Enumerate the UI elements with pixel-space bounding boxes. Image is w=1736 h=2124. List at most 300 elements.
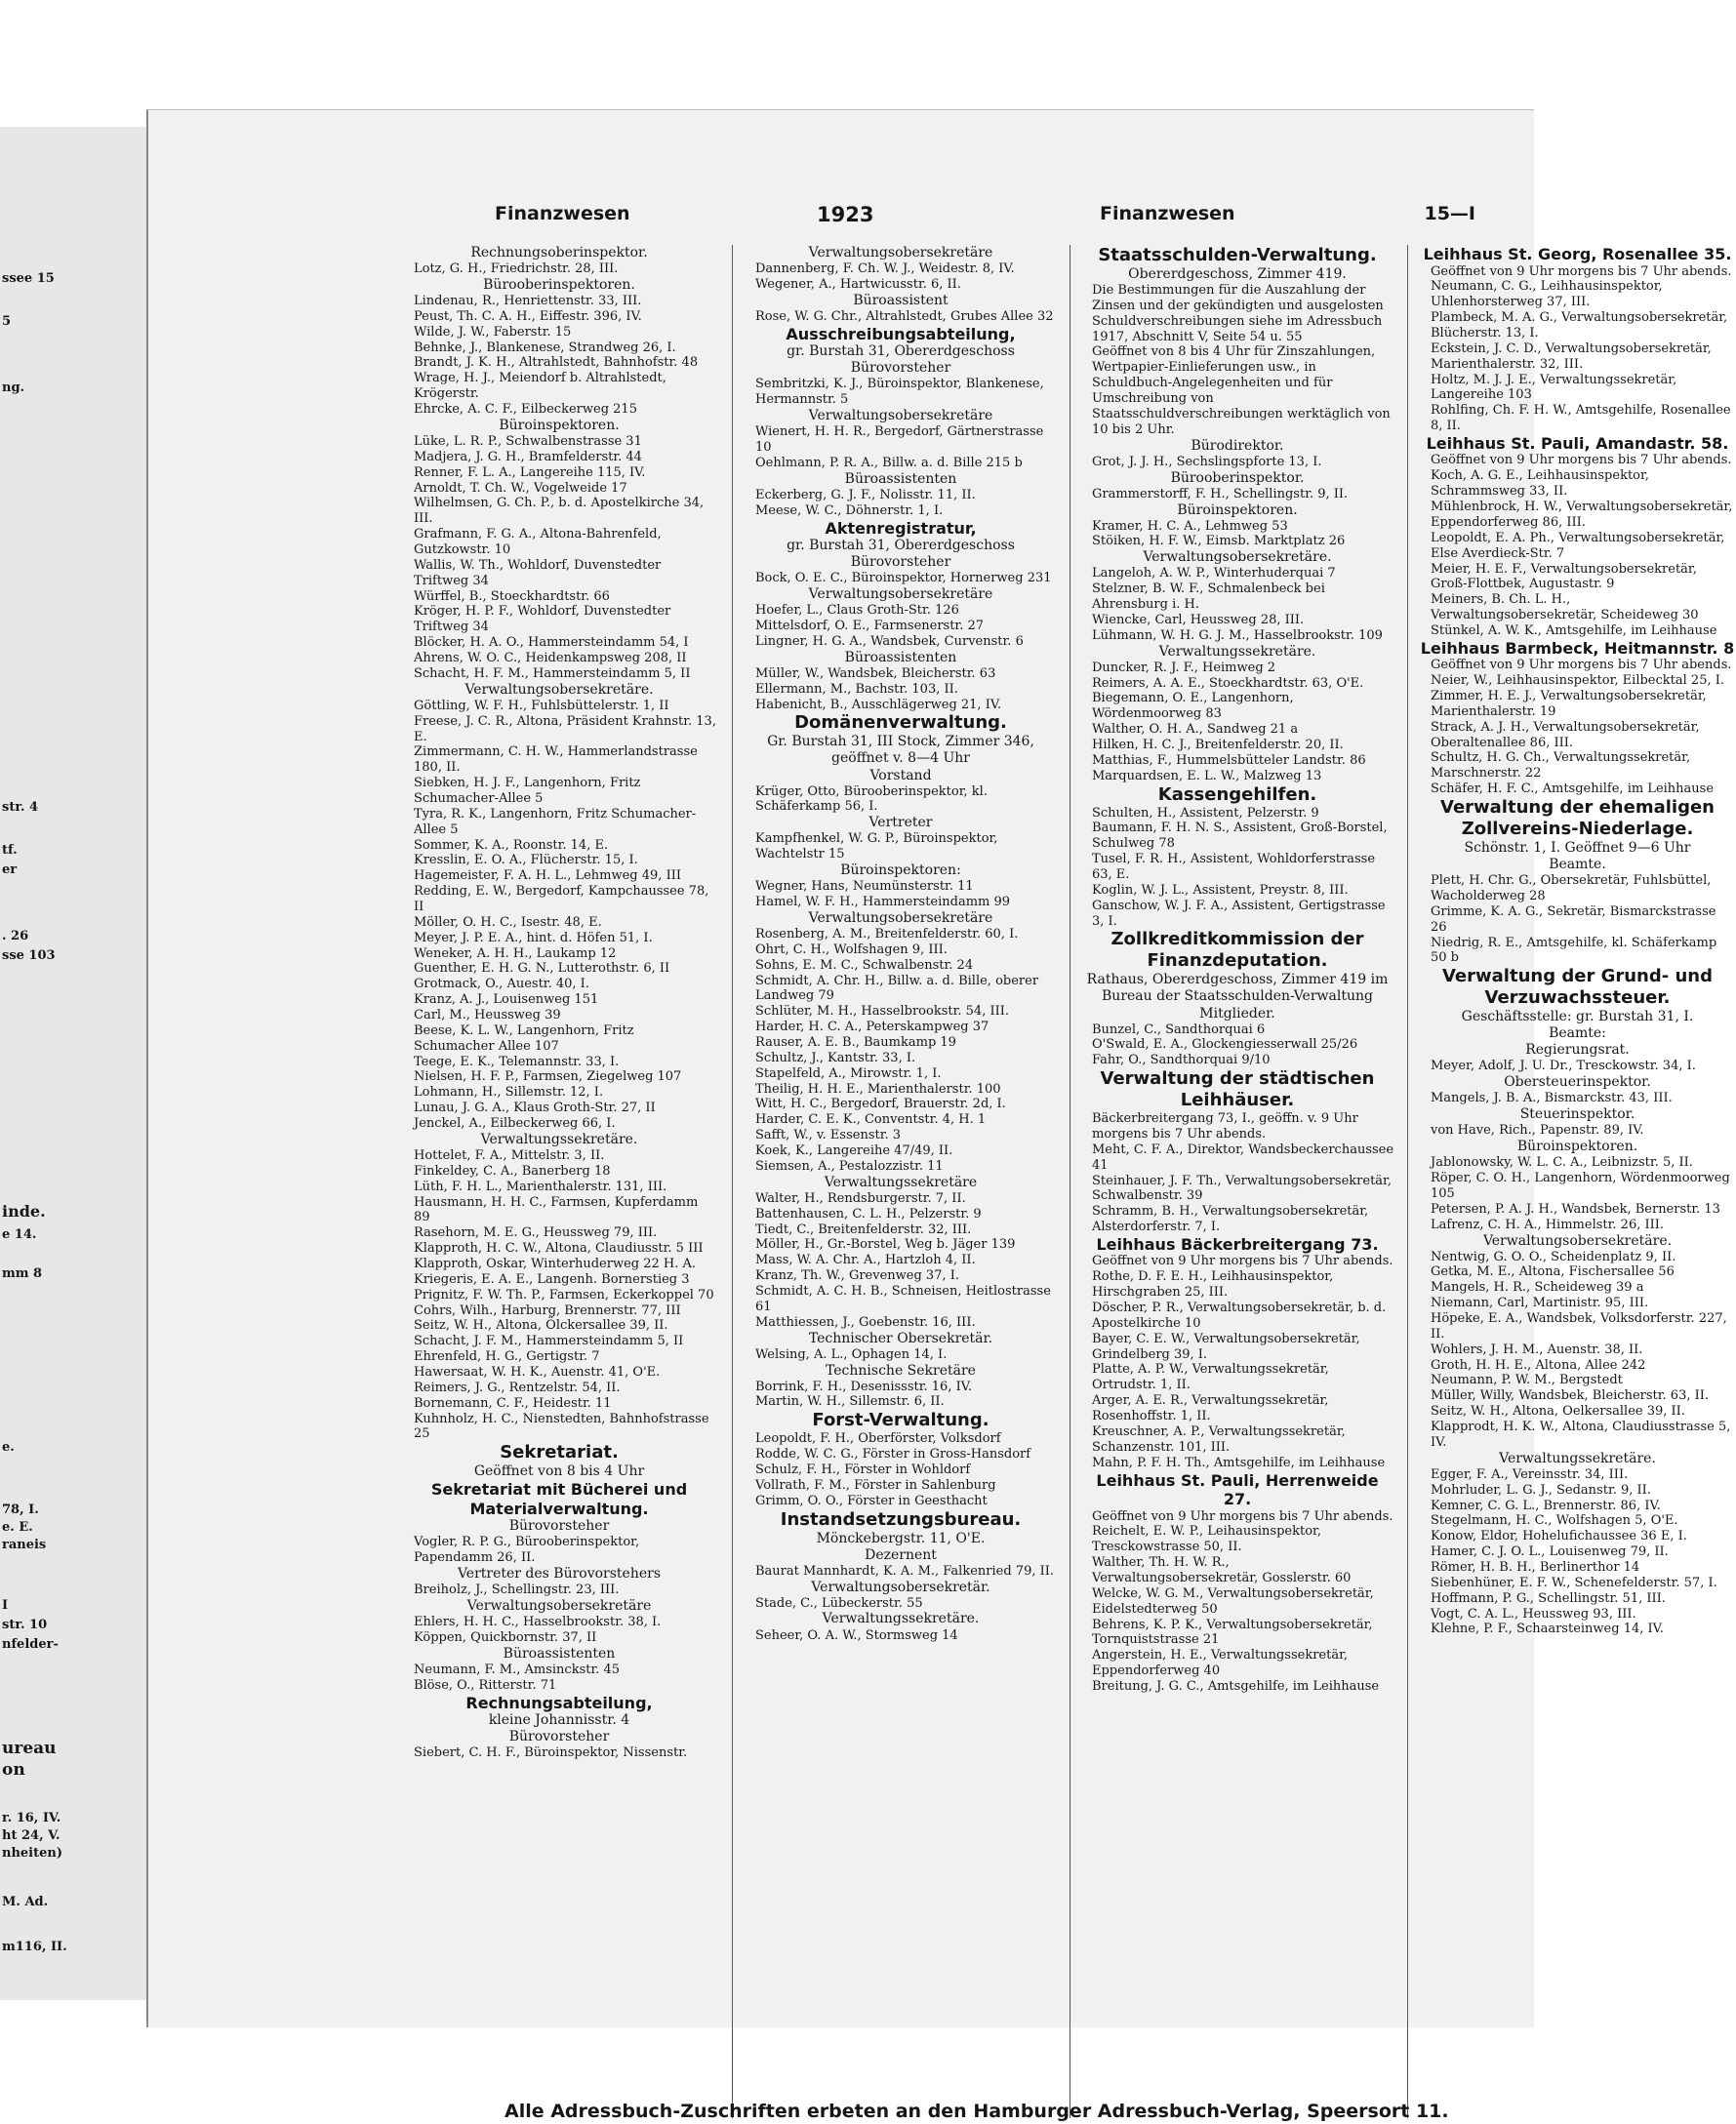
directory-entry: Peust, Th. C. A. H., Eiffestr. 396, IV. [414, 308, 642, 324]
section-heading: Aktenregistratur, [825, 518, 977, 538]
directory-entry: Welsing, A. L., Ophagen 14, I. [755, 1346, 948, 1362]
directory-entry: Witt, H. C., Bergedorf, Brauerstr. 2d, I. [755, 1097, 1006, 1112]
directory-entry: Mühlenbrock, H. W., Verwaltungsobersekretär, Eppendorferweg 86, III. [1431, 500, 1733, 530]
directory-entry: Müller, W., Wandsbek, Bleicherstr. 63 [755, 665, 996, 681]
section-heading: Obererdgeschoss, Zimmer 419. [1128, 265, 1347, 282]
directory-entry: Grimm, O. O., Förster in Geesthacht [755, 1493, 988, 1508]
directory-entry: Koek, K., Langereihe 47/49, II. [755, 1143, 953, 1159]
strip-text: ht 24, V. [2, 1828, 61, 1843]
directory-entry: Tiedt, C., Breitenfelderstr. 32, III. [755, 1222, 972, 1237]
directory-entry: Behnke, J., Blankenese, Strandweg 26, I. [414, 340, 676, 355]
directory-entry: Biegemann, O. E., Langenhorn, Wördenmoorweg 83 [1092, 691, 1294, 722]
directory-entry: Grammerstorff, F. H., Schellingstr. 9, II. [1092, 486, 1349, 501]
section-heading: Beamte: [1549, 1025, 1606, 1042]
directory-entry: Vogt, C. A. L., Heussweg 93, III. [1431, 1606, 1636, 1622]
section-heading: Leihhaus Bäckerbreitergang 73. [1096, 1234, 1379, 1254]
directory-entry: Geöffnet von 9 Uhr morgens bis 7 Uhr abends. [1092, 1254, 1393, 1269]
directory-entry: Schultz, J., Kantstr. 33, I. [755, 1050, 916, 1065]
strip-text: r. 16, IV. [2, 1811, 61, 1825]
section-heading: Technischer Obersekretär. [808, 1330, 993, 1346]
directory-entry: Jenckel, A., Eilbeckerweg 66, I. [414, 1116, 616, 1131]
section-heading: Verwaltungsobersekretäre [808, 245, 993, 260]
directory-entry: Schulz, F. H., Förster in Wohldorf [755, 1462, 971, 1477]
directory-entry: Marquardsen, E. L. W., Malzweg 13 [1092, 768, 1322, 783]
directory-entry: Geöffnet von 8 bis 4 Uhr für Zinszahlungen, Wertpapier-Einlieferungen usw., in Schuldbuch-Angelegenheiten und für Umschreibung von Staatsschuldverschreibungen werktäglich von 10 bis 2 Uhr. [1092, 344, 1391, 437]
directory-entry: Mangels, J. B. A., Bismarckstr. 43, III. [1431, 1091, 1673, 1106]
directory-entry: Eckstein, J. C. D., Verwaltungsobersekretär, Marienthalerstr. 32, III. [1431, 341, 1712, 372]
directory-entry: Klapprodt, H. K. W., Altona, Claudiusstrasse 5, IV. [1431, 1420, 1731, 1450]
directory-entry: Wegener, A., Hartwicusstr. 6, II. [755, 276, 961, 292]
directory-entry: Rohlfing, Ch. F. H. W., Amtsgehilfe, Rosenallee 8, II. [1431, 403, 1731, 434]
directory-entry: Ahrens, W. O. C., Heidenkampsweg 208, II [414, 651, 687, 665]
directory-entry: Meyer, Adolf, J. U. Dr., Tresckowstr. 34, I. [1431, 1059, 1696, 1074]
directory-entry: Wilhelmsen, G. Ch. P., b. d. Apostelkirche 34, III. [414, 496, 705, 527]
directory-entry: Grot, J. J. H., Sechslingspforte 13, I. [1092, 454, 1322, 469]
section-heading: Vertreter [868, 815, 933, 831]
directory-entry: Matthias, F., Hummelsbütteler Landstr. 86 [1092, 752, 1366, 768]
section-heading: Rechnungsoberinspektor. [470, 245, 648, 260]
directory-entry: Hottelet, F. A., Mittelstr. 3, II. [414, 1147, 605, 1163]
section-heading: Regierungsrat. [1525, 1042, 1630, 1059]
directory-entry: Grimme, K. A. G., Sekretär, Bismarckstrasse 26 [1431, 903, 1716, 935]
section-heading: Verwaltungsobersekretäre [808, 909, 993, 926]
directory-entry: Niemann, Carl, Martinistr. 95, III. [1431, 1296, 1649, 1311]
directory-entry: Stegelmann, H. C., Wolfshagen 5, O'E. [1431, 1513, 1678, 1529]
directory-entry: Stöiken, H. F. W., Eimsb. Marktplatz 26 [1092, 534, 1346, 549]
directory-entry: Vollrath, F. M., Förster in Sahlenburg [755, 1477, 996, 1493]
strip-text: str. 10 [2, 1618, 48, 1632]
directory-entry: Schmidt, A. C. H. B., Schneisen, Heitlostrasse 61 [755, 1283, 1051, 1314]
section-heading: Leihhaus St. Georg, Rosenallee 35. [1423, 245, 1732, 263]
section-heading: Schönstr. 1, I. Geöffnet 9—6 Uhr [1464, 839, 1691, 856]
directory-entry: Getka, M. E., Altona, Fischersallee 56 [1431, 1264, 1675, 1280]
directory-entry: Geöffnet von 9 Uhr morgens bis 7 Uhr abends. [1092, 1508, 1393, 1524]
directory-entry: Koglin, W. J. L., Assistent, Preystr. 8, III. [1092, 882, 1349, 898]
section-heading: Verwaltungsobersekretäre [466, 1598, 652, 1615]
header-year: 1923 [817, 203, 874, 226]
directory-entry: Harder, H. C. A., Peterskampweg 37 [755, 1020, 989, 1035]
directory-entry: Lafrenz, C. H. A., Himmelstr. 26, III. [1431, 1217, 1665, 1232]
directory-entry: Hilken, H. C. J., Breitenfelderstr. 20, II. [1092, 738, 1344, 753]
strip-text: on [2, 1760, 25, 1780]
directory-entry: Die Bestimmungen für die Auszahlung der Zinsen und der gekündigten und ausgelosten Schuldverschreibungen siehe im Adressbuch 1917, Abschnitt V, Seite 54 u. 55 [1092, 283, 1384, 344]
column-1 [402, 245, 716, 1761]
section-heading: Leihhaus St. Pauli, Herrenweide 27. [1096, 1470, 1379, 1509]
directory-entry: Duncker, R. J. F., Heimweg 2 [1092, 660, 1276, 675]
directory-entry: Ehrenfeld, H. G., Gertigstr. 7 [414, 1349, 600, 1365]
directory-entry: Beese, K. L. W., Langenhorn, Fritz Schumacher Allee 107 [414, 1022, 634, 1054]
section-heading: Büroinspektoren. [1177, 501, 1298, 518]
directory-entry: von Have, Rich., Papenstr. 89, IV. [1431, 1123, 1644, 1139]
directory-entry: Arnoldt, T. Ch. W., Vogelweide 17 [414, 480, 627, 496]
directory-entry: Kreuschner, A. P., Verwaltungssekretär, Schanzenstr. 101, III. [1092, 1423, 1346, 1455]
directory-entry: O'Swald, E. A., Glockengiesserwall 25/26 [1092, 1037, 1358, 1053]
directory-entry: Seheer, O. A. W., Stormsweg 14 [755, 1627, 958, 1643]
strip-text: nfelder- [2, 1637, 59, 1652]
strip-text: I [2, 1598, 9, 1613]
section-heading: Verwaltungsobersekretäre. [1143, 549, 1332, 566]
directory-entry: Walther, Th. H. W. R., Verwaltungsobersekretär, Gosslerstr. 60 [1092, 1555, 1352, 1585]
directory-entry: Steinhauer, J. F. Th., Verwaltungsobersekretär, Schwalbenstr. 39 [1092, 1173, 1392, 1204]
directory-entry: Bunzel, C., Sandthorquai 6 [1092, 1022, 1266, 1037]
directory-entry: Neumann, C. G., Leihhausinspektor, Uhlenhorsterweg 37, III. [1431, 279, 1663, 310]
directory-entry: Hamer, C. J. O. L., Louisenweg 79, II. [1431, 1544, 1669, 1560]
directory-entry: Hamel, W. F. H., Hammersteindamm 99 [755, 895, 1011, 910]
directory-entry: Krüger, Otto, Bürooberinspektor, kl. Schäferkamp 56, I. [755, 783, 988, 815]
directory-entry: Rothe, D. F. E. H., Leihhausinspektor, Hirschgraben 25, III. [1092, 1269, 1334, 1301]
directory-entry: Ellermann, M., Bachstr. 103, II. [755, 681, 958, 697]
strip-text: inde. [2, 1202, 46, 1221]
section-heading: Verwaltung der Grund- und Verzuwachssteuer. [1441, 966, 1713, 1009]
directory-entry: Eckerberg, G. J. F., Nolisstr. 11, II. [755, 487, 976, 502]
directory-entry: Weneker, A. H. H., Laukamp 12 [414, 945, 617, 961]
document-page [146, 109, 1735, 2122]
column-divider [1407, 245, 1408, 2118]
section-heading: gr. Burstah 31, Obererdgeschoss [787, 538, 1015, 554]
section-heading: Geöffnet von 8 bis 4 Uhr [473, 1463, 645, 1480]
directory-entry: Safft, W., v. Essenstr. 3 [755, 1128, 902, 1143]
directory-entry: Wohlers, J. H. M., Auenstr. 38, II. [1431, 1342, 1643, 1357]
directory-entry: Wienert, H. H. R., Bergedorf, Gärtnerstrasse 10 [755, 424, 1044, 456]
section-heading: Geschäftsstelle: gr. Burstah 31, I. [1461, 1009, 1694, 1025]
header-center: Finanzwesen [1100, 203, 1235, 224]
directory-entry: Welcke, W. G. M., Verwaltungsobersekretär, Eidelstedterweg 50 [1092, 1585, 1374, 1617]
strip-text: 5 [2, 314, 12, 329]
directory-entry: Sembritzki, K. J., Büroinspektor, Blankenese, Hermannstr. 5 [755, 377, 1044, 408]
directory-entry: Würffel, B., Stoeckhardtstr. 66 [414, 588, 610, 604]
directory-entry: Finkeldey, C. A., Banerberg 18 [414, 1163, 611, 1179]
directory-entry: Möller, H., Gr.-Borstel, Weg b. Jäger 139 [755, 1237, 1016, 1253]
directory-entry: Platte, A. P. W., Verwaltungssekretär, Ortrudstr. 1, II. [1092, 1362, 1329, 1393]
directory-entry: Mass, W. A. Chr. A., Hartzloh 4, II. [755, 1253, 976, 1268]
directory-entry: Kramer, H. C. A., Lehmweg 53 [1092, 518, 1288, 534]
directory-entry: Röper, C. O. H., Langenhorn, Wördenmoorweg 105 [1431, 1171, 1730, 1201]
directory-entry: Wrage, H. J., Meiendorf b. Altrahlstedt, Krögerstr. [414, 371, 666, 402]
directory-entry: Reimers, A. A. E., Stoeckhardtstr. 63, O'E. [1092, 675, 1364, 691]
directory-entry: Ehlers, H. H. C., Hasselbrookstr. 38, I. [414, 1615, 662, 1630]
section-heading: Verwaltung der ehemaligen Zollvereins-Niederlage. [1440, 797, 1715, 839]
directory-entry: Köppen, Quickbornstr. 37, II [414, 1630, 597, 1645]
directory-entry: Stade, C., Lübeckerstr. 55 [755, 1595, 923, 1611]
strip-text: ng. [2, 381, 25, 395]
directory-entry: Kemner, C. G. L., Brennerstr. 86, IV. [1431, 1498, 1661, 1513]
section-heading: Verwaltung der städtischen Leihhäuser. [1100, 1068, 1375, 1111]
directory-entry: Schacht, H. F. M., Hammersteindamm 5, II [414, 665, 691, 681]
directory-entry: Stelzner, B. W. F., Schmalenbeck bei Ahrensburg i. H. [1092, 581, 1325, 613]
directory-entry: Jablonowsky, W. L. C. A., Leibnizstr. 5, II. [1431, 1155, 1693, 1171]
directory-entry: Oehlmann, P. R. A., Billw. a. d. Bille 215 b [755, 455, 1023, 470]
directory-entry: Meht, C. F. A., Direktor, Wandsbeckerchaussee 41 [1092, 1142, 1394, 1173]
strip-text: er [2, 862, 18, 877]
directory-entry: Hawersaat, W. H. K., Auenstr. 41, O'E. [414, 1364, 661, 1380]
strip-text: sse 103 [2, 948, 56, 963]
directory-entry: Freese, J. C. R., Altona, Präsident Krahnstr. 13, E. [414, 713, 716, 744]
directory-entry: Mahn, P. F. H. Th., Amtsgehilfe, im Leihhause [1092, 1455, 1386, 1470]
directory-entry: Rose, W. G. Chr., Altrahlstedt, Grubes Allee 32 [755, 308, 1054, 324]
section-heading: Sekretariat. [500, 1442, 619, 1463]
strip-text: mm 8 [2, 1266, 43, 1281]
directory-entry: Rosenberg, A. M., Breitenfelderstr. 60, I. [755, 927, 1019, 942]
directory-entry: Müller, Willy, Wandsbek, Bleicherstr. 63, II. [1431, 1388, 1710, 1404]
header-left: Finanzwesen [495, 203, 630, 224]
section-heading: Verwaltungssekretäre. [1158, 643, 1316, 660]
section-heading: Mönckebergstr. 11, O'E. [816, 1530, 986, 1546]
directory-entry: Arger, A. E. R., Verwaltungssekretär, Rosenhoffstr. 1, II. [1092, 1393, 1329, 1424]
strip-text: m116, II. [2, 1940, 67, 1954]
column-4 [1419, 245, 1736, 1637]
directory-entry: Bornemann, C. F., Heidestr. 11 [414, 1395, 612, 1411]
directory-entry: Vogler, R. P. G., Bürooberinspektor, Papendamm 26, II. [414, 1535, 640, 1566]
section-heading: Vertreter des Bürovorstehers [457, 1566, 662, 1583]
strip-text: e. [2, 1440, 15, 1455]
directory-entry: Siemsen, A., Pestalozzistr. 11 [755, 1158, 944, 1174]
directory-entry: Breiholz, J., Schellingstr. 23, III. [414, 1583, 620, 1598]
section-heading: Rechnungsabteilung, [465, 1693, 653, 1712]
directory-entry: Geöffnet von 9 Uhr morgens bis 7 Uhr abends. [1431, 453, 1732, 468]
directory-entry: Battenhausen, C. L. H., Pelzerstr. 9 [755, 1206, 982, 1222]
section-heading: Verwaltungsobersekretäre [808, 586, 993, 603]
section-heading: Leihhaus St. Pauli, Amandastr. 58. [1426, 433, 1729, 453]
directory-entry: Meyer, J. P. E. A., hint. d. Höfen 51, I. [414, 930, 653, 945]
directory-entry: Walter, H., Rendsburgerstr. 7, II. [755, 1190, 966, 1206]
section-heading: kleine Johannisstr. 4 [488, 1712, 630, 1729]
page-number: 15—I [1424, 203, 1475, 224]
directory-entry: Schäfer, H. F. C., Amtsgehilfe, im Leihhause [1431, 781, 1715, 797]
previous-page-strip [0, 127, 146, 2000]
directory-entry: Blöcker, H. A. O., Hammersteindamm 54, I [414, 635, 689, 651]
directory-entry: Brandt, J. K. H., Altrahlstedt, Bahnhofstr. 48 [414, 355, 699, 371]
directory-entry: Möller, O. H. C., Isestr. 48, E. [414, 914, 602, 930]
directory-entry: Prignitz, F. W. Th. P., Farmsen, Eckerkoppel 70 [414, 1287, 714, 1302]
directory-entry: Lunau, J. G. A., Klaus Groth-Str. 27, II [414, 1101, 656, 1116]
directory-entry: Geöffnet von 9 Uhr morgens bis 7 Uhr abends. [1431, 658, 1732, 673]
section-heading: Bürooberinspektoren. [483, 276, 635, 293]
section-heading: Bürovorsteher [508, 1729, 610, 1745]
section-heading: Gr. Burstah 31, III Stock, Zimmer 346, geöffnet v. 8—4 Uhr [767, 734, 1034, 767]
directory-entry: Neier, W., Leihhausinspektor, Eilbecktal 25, I. [1431, 673, 1724, 689]
section-heading: Bürooberinspektor. [1170, 469, 1305, 486]
directory-entry: Neumann, F. M., Amsinckstr. 45 [414, 1662, 621, 1677]
section-heading: Bürovorsteher [508, 1518, 610, 1535]
directory-entry: Lindenau, R., Henriettenstr. 33, III. [414, 294, 642, 309]
directory-entry: Lingner, H. G. A., Wandsbek, Curvenstr. 6 [755, 633, 1024, 649]
directory-entry: Wallis, W. Th., Wohldorf, Duvenstedter Triftweg 34 [414, 557, 662, 588]
section-heading: Rathaus, Obererdgeschoss, Zimmer 419 im Bureau der Staatsschulden-Verwaltung [1086, 972, 1389, 1005]
section-heading: Büroinspektoren. [499, 417, 620, 433]
directory-entry: Reichelt, E. W. P., Leihausinspektor, Tresckowstrasse 50, II. [1092, 1524, 1321, 1555]
column-divider [732, 245, 733, 2118]
directory-entry: Grafmann, F. G. A., Altona-Bahrenfeld, Gutzkowstr. 10 [414, 527, 662, 557]
strip-text: e. E. [2, 1520, 33, 1535]
section-heading: Verwaltungsobersekretär. [811, 1579, 990, 1595]
directory-entry: Zimmermann, C. H. W., Hammerlandstrasse 180, II. [414, 744, 698, 776]
directory-entry: Lotz, G. H., Friedrichstr. 28, III. [414, 261, 619, 277]
section-heading: Büroassistent [853, 292, 949, 308]
directory-entry: Behrens, K. P. K., Verwaltungsobersekretär, Tornquiststrasse 21 [1092, 1617, 1373, 1648]
directory-entry: Meiners, B. Ch. L. H., Verwaltungsobersekretär, Scheideweg 30 [1431, 592, 1699, 623]
directory-entry: Guenther, E. H. G. N., Lutterothstr. 6, II [414, 961, 670, 977]
directory-entry: Breitung, J. G. C., Amtsgehilfe, im Leihhause [1092, 1678, 1380, 1694]
directory-entry: Stapelfeld, A., Mirowstr. 1, I. [755, 1065, 942, 1081]
directory-entry: Stünkel, A. W. K., Amtsgehilfe, im Leihhause [1431, 622, 1717, 638]
directory-entry: Teege, E. K., Telemannstr. 33, I. [414, 1054, 620, 1069]
directory-entry: Lüke, L. R. P., Schwalbenstrasse 31 [414, 433, 642, 449]
directory-entry: Niedrig, R. E., Amtsgehilfe, kl. Schäferkamp 50 b [1431, 935, 1717, 966]
directory-entry: Rauser, A. E. B., Baumkamp 19 [755, 1035, 956, 1051]
directory-entry: Nentwig, G. O. O., Scheidenplatz 9, II. [1431, 1249, 1676, 1264]
directory-entry: Egger, F. A., Vereinsstr. 34, III. [1431, 1466, 1629, 1482]
directory-entry: Redding, E. W., Bergedorf, Kampchaussee 78, II [414, 884, 709, 914]
directory-entry: Renner, F. L. A., Langereihe 115, IV. [414, 464, 646, 480]
directory-entry: Wilde, J. W., Faberstr. 15 [414, 324, 572, 340]
directory-entry: Klehne, P. F., Schaarsteinweg 14, IV. [1431, 1622, 1664, 1637]
strip-text: . 26 [2, 929, 29, 943]
directory-entry: Groth, H. H. E., Altona, Allee 242 [1431, 1357, 1646, 1373]
strip-text: ssee 15 [2, 271, 55, 286]
directory-entry: Plambeck, M. A. G., Verwaltungsobersekretär, Blücherstr. 13, I. [1431, 310, 1728, 341]
directory-entry: Meier, H. E. F., Verwaltungsobersekretär, Groß-Flottbek, Augustastr. 9 [1431, 561, 1697, 592]
directory-entry: Harder, C. E. K., Conventstr. 4, H. 1 [755, 1112, 987, 1128]
directory-entry: Ohrt, C. H., Wolfshagen 9, III. [755, 942, 948, 957]
directory-entry: Klapproth, Oskar, Winterhuderweg 22 H. A. [414, 1256, 697, 1271]
directory-entry: Bock, O. E. C., Büroinspektor, Hornerweg 231 [755, 571, 1052, 586]
section-heading: Verwaltungssekretäre. [1499, 1450, 1656, 1466]
publisher-footer: Alle Adressbuch-Zuschriften erbeten an den Hamburger Adressbuch-Verlag, Speersort 11. [505, 2101, 1449, 2122]
directory-entry: Mohrluder, L. G. J., Sedanstr. 9, II. [1431, 1482, 1651, 1498]
directory-entry: Kröger, H. P. F., Wohldorf, Duvenstedter Triftweg 34 [414, 604, 671, 635]
strip-text: nheiten) [2, 1846, 62, 1861]
strip-text: ureau [2, 1739, 57, 1758]
directory-entry: Blöse, O., Ritterstr. 71 [414, 1677, 557, 1693]
directory-entry: Kuhnholz, H. C., Nienstedten, Bahnhofstrasse 25 [414, 1411, 709, 1442]
section-heading: Verwaltungsobersekretäre. [1482, 1232, 1673, 1249]
directory-entry: Schramm, B. H., Verwaltungsobersekretär, Alsterdorferstr. 7, I. [1092, 1204, 1369, 1235]
directory-entry: Matthiessen, J., Goebenstr. 16, III. [755, 1314, 976, 1330]
directory-entry: Döscher, P. R., Verwaltungsobersekretär, b. d. Apostelkirche 10 [1092, 1301, 1387, 1331]
section-heading: Büroassistenten [844, 649, 957, 665]
directory-entry: Wiencke, Carl, Heussweg 28, III. [1092, 612, 1305, 627]
directory-entry: Kresslin, E. O. A., Flücherstr. 15, I. [414, 853, 638, 868]
column-2 [744, 245, 1058, 1643]
directory-entry: Kampfhenkel, W. G. P., Büroinspektor, Wachtelstr 15 [755, 831, 998, 862]
directory-entry: Konow, Eldor, Hohelufichaussee 36 E, I. [1431, 1529, 1687, 1544]
directory-entry: Höpeke, E. A., Wandsbek, Volksdorferstr. 227, II. [1431, 1311, 1727, 1342]
directory-entry: Tusel, F. R. H., Assistent, Wohldorferstrasse 63, E. [1092, 852, 1376, 883]
section-heading: Ausschreibungsabteilung, [786, 324, 1016, 343]
directory-entry: Ganschow, W. J. F. A., Assistent, Gertigstrasse 3, I. [1092, 898, 1386, 929]
directory-entry: Leopoldt, E. A. Ph., Verwaltungsobersekretär, Else Averdieck-Str. 7 [1431, 530, 1725, 561]
strip-text: tf. [2, 843, 18, 858]
directory-entry: Schlüter, M. H., Hasselbrookstr. 54, III. [755, 1004, 1010, 1020]
section-heading: Leihhaus Barmbeck, Heitmannstr. 8 [1420, 638, 1735, 658]
directory-entry: Kranz, A. J., Louisenweg 151 [414, 992, 599, 1008]
strip-text: str. 4 [2, 800, 39, 815]
section-heading: Verwaltungsobersekretäre [808, 408, 993, 424]
directory-entry: Bayer, C. E. W., Verwaltungsobersekretär, Grindelberg 39, I. [1092, 1331, 1360, 1362]
directory-entry: Römer, H. B. H., Berlinerthor 14 [1431, 1560, 1640, 1575]
directory-entry: Mittelsdorf, O. E., Farmsenerstr. 27 [755, 619, 985, 634]
directory-entry: Rasehorn, M. E. G., Heussweg 79, III. [414, 1225, 658, 1241]
directory-entry: Seitz, W. H., Altona, Ölckersallee 39, II. [414, 1318, 668, 1334]
running-header [495, 203, 1475, 232]
directory-entry: Baumann, F. H. N. S., Assistent, Groß-Borstel, Schulweg 78 [1092, 821, 1388, 852]
section-heading: Zollkreditkommission der Finanzdeputation. [1110, 929, 1364, 972]
directory-entry: Siebert, C. H. F., Büroinspektor, Nissenstr. [414, 1745, 688, 1761]
directory-entry: Borrink, F. H., Desenissstr. 16, IV. [755, 1379, 972, 1394]
directory-entry: Kriegeris, E. A. E., Langenh. Bornerstieg 3 [414, 1271, 690, 1287]
directory-entry: Meese, W. C., Döhnerstr. 1, I. [755, 502, 944, 518]
directory-entry: Wegner, Hans, Neumünsterstr. 11 [755, 879, 974, 895]
strip-text: 78, I. [2, 1503, 39, 1517]
strip-text: raneis [2, 1538, 47, 1552]
directory-entry: Lohmann, H., Sillemstr. 12, I. [414, 1085, 604, 1101]
directory-entry: Plett, H. Chr. G., Obersekretär, Fuhlsbüttel, Wacholderweg 28 [1431, 873, 1712, 903]
directory-entry: Hoffmann, P. G., Schellingstr. 51, III. [1431, 1590, 1666, 1606]
directory-entry: Lühmann, W. H. G. J. M., Hasselbrookstr. 109 [1092, 627, 1383, 643]
section-heading: Büroassistenten [844, 470, 957, 487]
section-heading: Verwaltungssekretäre [824, 1174, 978, 1190]
column-3 [1080, 245, 1394, 1695]
section-heading: Sekretariat mit Bücherei und Materialverwaltung. [430, 1480, 688, 1518]
directory-entry: Walther, O. H. A., Sandweg 21 a [1092, 722, 1299, 738]
directory-entry: Angerstein, H. E., Verwaltungssekretär, Eppendorferweg 40 [1092, 1648, 1349, 1679]
directory-entry: Schacht, J. F. M., Hammersteindamm 5, II [414, 1334, 684, 1349]
directory-entry: Leopoldt, F. H., Oberförster, Volksdorf [755, 1431, 1001, 1447]
directory-entry: Nielsen, H. F. P., Farmsen, Ziegelweg 107 [414, 1069, 682, 1085]
section-heading: Beamte. [1549, 857, 1606, 873]
directory-entry: Neumann, P. W. M., Bergstedt [1431, 1373, 1623, 1388]
directory-entry: Carl, M., Heussweg 39 [414, 1007, 561, 1022]
section-heading: Instandsetzungsbureau. [780, 1508, 1022, 1530]
directory-entry: Fahr, O., Sandthorquai 9/10 [1092, 1053, 1271, 1068]
section-heading: Domänenverwaltung. [794, 712, 1007, 734]
directory-entry: Petersen, P. A. J. H., Wandsbek, Bernerstr. 13 [1431, 1201, 1720, 1217]
section-heading: gr. Burstah 31, Obererdgeschoss [787, 343, 1015, 360]
directory-entry: Hoefer, L., Claus Groth-Str. 126 [755, 603, 959, 619]
directory-entry: Klapproth, H. C. W., Altona, Claudiusstr. 5 III [414, 1241, 704, 1257]
section-heading: Mitglieder. [1199, 1005, 1275, 1022]
section-heading: Kassengehilfen. [1157, 783, 1317, 805]
section-heading: Steuerinspektor. [1519, 1106, 1635, 1123]
directory-entry: Rodde, W. C. G., Förster in Gross-Hansdorf [755, 1447, 1031, 1463]
directory-entry: Göttling, W. F. H., Fuhlsbüttelerstr. 1, II [414, 698, 669, 713]
directory-entry: Hausmann, H. H. C., Farmsen, Kupferdamm 89 [414, 1194, 699, 1225]
directory-entry: Koch, A. G. E., Leihhausinspektor, Schrammsweg 33, II. [1431, 468, 1649, 500]
directory-entry: Reimers, J. G., Rentzelstr. 54, II. [414, 1380, 621, 1395]
directory-entry: Siebken, H. J. F., Langenhorn, Fritz Schumacher-Allee 5 [414, 776, 641, 806]
section-heading: Büroassistenten [503, 1645, 616, 1662]
directory-entry: Lüth, F. H. L., Marienthalerstr. 131, III. [414, 1179, 667, 1194]
directory-entry: Langeloh, A. W. P., Winterhuderquai 7 [1092, 566, 1336, 581]
directory-entry: Sommer, K. A., Roonstr. 14, E. [414, 837, 609, 853]
directory-entry: Schultz, H. G. Ch., Verwaltungssekretär, Marschnerstr. 22 [1431, 750, 1691, 781]
section-heading: Vorstand [869, 767, 932, 783]
directory-entry: Dannenberg, F. Ch. W. J., Weidestr. 8, IV. [755, 261, 1015, 277]
directory-entry: Sohns, E. M. C., Schwalbenstr. 24 [755, 957, 974, 973]
directory-entry: Schulten, H., Assistent, Pelzerstr. 9 [1092, 805, 1319, 821]
section-heading: Verwaltungsobersekretäre. [464, 681, 654, 698]
section-heading: Büroinspektoren: [840, 862, 961, 879]
section-heading: Bürovorsteher [850, 554, 951, 571]
section-heading: Forst-Verwaltung. [812, 1410, 989, 1431]
directory-entry: Strack, A. J. H., Verwaltungsobersekretär, Oberaltenallee 86, III. [1431, 719, 1700, 750]
section-heading: Büroinspektoren. [1516, 1139, 1638, 1155]
section-heading: Bürovorsteher [850, 360, 951, 377]
section-heading: Verwaltungssekretäre. [480, 1131, 638, 1147]
section-heading: Staatsschulden-Verwaltung. [1098, 245, 1377, 265]
directory-entry: Ehrcke, A. C. F., Eilbeckerweg 215 [414, 402, 637, 418]
directory-entry: Baurat Mannhardt, K. A. M., Falkenried 79, II. [755, 1563, 1055, 1579]
